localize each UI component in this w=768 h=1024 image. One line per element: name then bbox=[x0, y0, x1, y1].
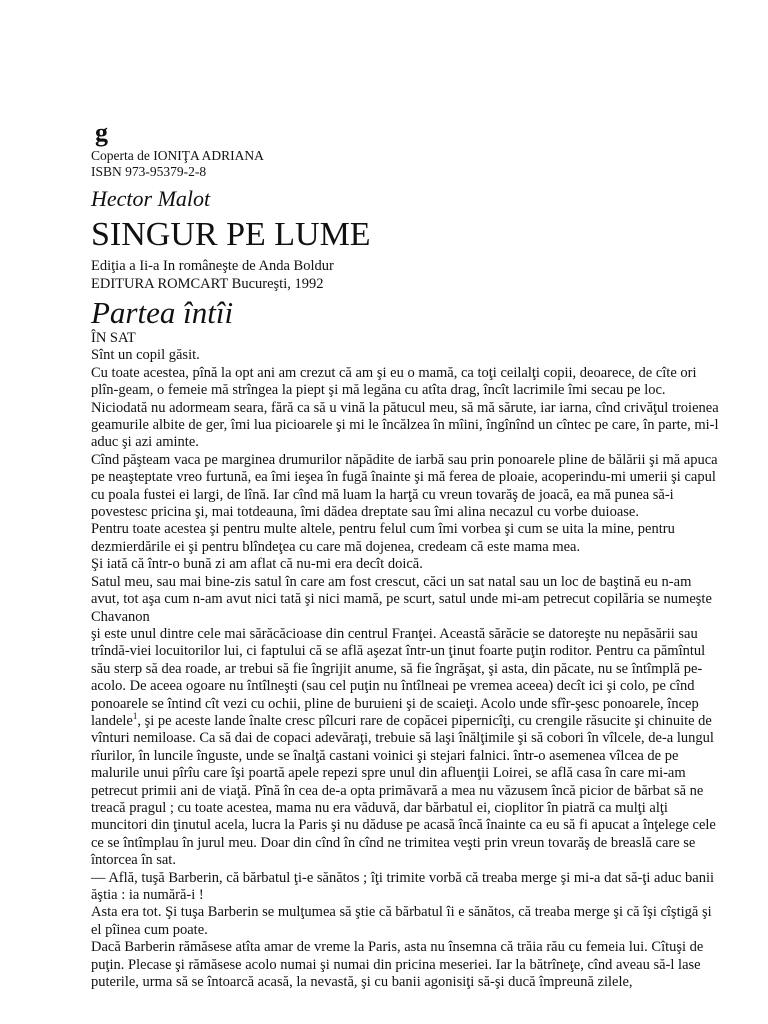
paragraph: Satul meu, sau mai bine-zis satul în care am fost crescut, căci un sat natal sau un loc de baştină eu n-am avut, tot aşa cum n-am avut nici tată şi nici mamă, pe scurt, satul unde mi-am petrecut copilăria se numeşte Chavanon bbox=[91, 573, 712, 625]
paragraph: Cînd păşteam vaca pe marginea drumurilor năpădite de iarbă sau prin ponoarele pline de bălării şi mă apuca pe neaşteptate vreo furtună, ea îmi ieşea în fugă înainte şi mă ferea de ploaie, acoperindu-mi umerii şi capul cu poala fustei ei largi, de lînă. Iar cînd mă luam la harţă cu vreun tovarăş de joacă, ea mă punea să-i povestesc pricina şi, mai totdeauna, îmi dădea dreptate sau îmi alina necazul cu vorbe duioase. bbox=[91, 451, 718, 521]
paragraph: Cu toate acestea, pînă la opt ani am crezut că am şi eu o mamă, ca toţi ceilalţi copii, deoarece, de cîte ori plîn-geam, o femeie mă strîngea la piept şi mă legăna cu atîta drag, încît lacrimile îmi secau pe loc. Niciodată nu adormeam seara, fără ca să u vină la pătucul meu, să mă sărute, iar iarna, cînd crivăţul troienea geamurile albite de ger, îmi lua picioarele şi mi le încălzea în mîini, îngînînd un cîntec pe care, în parte, mi-l aduc şi azi aminte. bbox=[91, 364, 719, 451]
paragraph-text: , şi pe aceste lande înalte cresc pîlcuri rare de copăcei pipernicîţi, cu crengile răsucite şi chinuite de vînturi nemiloase. Ca să dai de copaci adevăraţi, trebuie să laşi înălţimile şi să cobori în vîlcele, de-a lungul rîurilor, în luncile înguste, unde se înalţă castani voinici şi stejari falnici. într-o asemenea vîlcea de pe malurile unui pîrîu care îşi poartă apele repezi spre unul din afluenţii Loirei, se află casa în care mi-am petrecut primii ani de viaţă. Pînă în cea de-a opta primăvară a mea nu văzusem încă picior de bărbat să ne treacă pragul ; cu toate acestea, mama nu era văduvă, dar bărbatul ei, cioplitor în piatră ca mulţi alţi muncitori din ţinutul acela, lucra la Paris şi nu dăduse pe acasă încă înainte ca eu să fi apucat a înţelege cele ce se întîmplau în jurul meu. Doar din cînd în cînd ne trimitea veşti prin vreun tovarăş de breaslă care se întorcea în sat. bbox=[91, 712, 716, 869]
publisher-logo: g bbox=[95, 118, 108, 147]
document-content bbox=[91, 118, 721, 991]
paragraph: Dacă Barberin rămăsese atîta amar de vreme la Paris, asta nu însemna că trăia rău cu femeia lui. Cîtuşi de puţin. Plecase şi rămăsese acolo numai şi numai din pricina meseriei. Iar la bătrîneţe, cînd aveau să-l lase puterile, urma să se întoarcă acasă, la nevastă, şi cu banii agonisiţi să-şi ducă împreună zilele, bbox=[91, 939, 704, 991]
book-title: SINGUR PE LUME bbox=[91, 216, 371, 253]
chapter-title: ÎN SAT bbox=[91, 330, 136, 346]
paragraph: Asta era tot. Şi tuşa Barberin se mulţumea să ştie că bărbatul îi e sănătos, că treaba merge şi că îşi cîştigă şi el pîinea cum poate. bbox=[91, 904, 712, 938]
isbn: ISBN 973-95379-2-8 bbox=[91, 164, 207, 179]
author-name: Hector Malot bbox=[91, 186, 211, 211]
body-text bbox=[91, 330, 721, 991]
footnote-marker: 1 bbox=[132, 711, 138, 722]
paragraph: Şi iată că într-o bună zi am aflat că nu-mi era decît doică. bbox=[91, 556, 423, 573]
paragraph bbox=[91, 626, 721, 870]
paragraph: Sînt un copil găsit. bbox=[91, 347, 200, 364]
publisher-info: EDITURA ROMCART Bucureşti, 1992 bbox=[91, 275, 324, 292]
paragraph: Pentru toate acestea şi pentru multe altele, pentru felul cum îmi vorbea şi cum se uita la mine, pentru dezmierdările ei şi pentru blîndeţea cu care mă dojenea, credeam că este mama mea. bbox=[91, 521, 675, 555]
part-title: Partea întîi bbox=[91, 295, 234, 330]
edition-info: Ediţia a Ii-a In româneşte de Anda Boldur bbox=[91, 258, 334, 274]
cover-credit: Coperta de IONIŢA ADRIANA bbox=[91, 148, 264, 163]
dialogue-paragraph: — Află, tuşă Barberin, că bărbatul ţi-e sănătos ; îţi trimite vorbă că treaba merge şi mi-a dat să-ţi aduc banii ăştia : ia numără-i ! bbox=[91, 869, 715, 903]
paragraph-text: şi este unul dintre cele mai sărăcăcioase din centrul Franţei. Această sărăcie se datoreşte nu nepăsării sau trîndă-viei locuitorilor lui, ci faptului că se află aşezat într-un ţinut foarte puţin roditor. Pentru ca pămîntul său sterp să dea roade, ar trebui să fie îngrijit anume, să fie îngrăşat, şi asta, din păcate, nu se întîmplă pe-acolo. De aceea ogoare nu întîlneşti (sau cel puţin nu întîlneai pe vremea aceea) decît ici şi colo, pe cînd ponoarele se întind cît vezi cu ochii, pline de buruieni şi de scaieţi. Acolo unde sfîr-şesc ponoarele, încep landele bbox=[91, 625, 706, 729]
